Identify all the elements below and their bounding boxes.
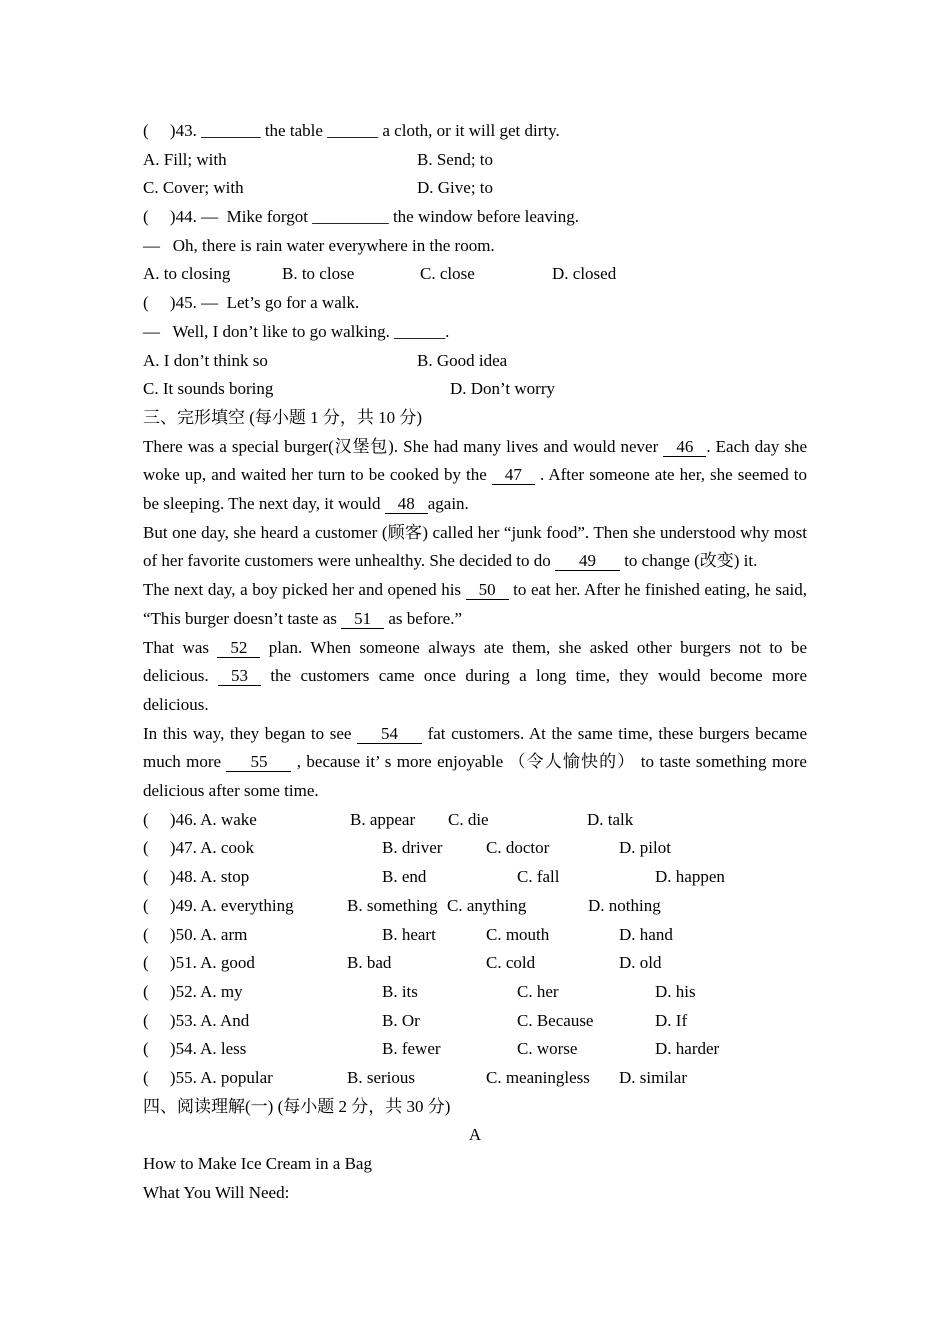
question-44-text: ( )44. — Mike forgot _________ the window before leaving. bbox=[143, 207, 579, 227]
question-45-text: ( )45. — Let’s go for a walk. bbox=[143, 293, 360, 313]
cloze-52-option-b: B. its bbox=[382, 981, 418, 1001]
cloze-49-option-c: C. anything bbox=[447, 895, 527, 915]
cloze-question-51-row bbox=[143, 949, 807, 978]
cloze-47-option-b: B. driver bbox=[382, 838, 443, 858]
question-43-option-c: C. Cover; with bbox=[143, 178, 244, 198]
question-44-option-a: A. to closing bbox=[143, 264, 231, 284]
cloze-question-49-row bbox=[143, 892, 807, 921]
cloze-55-option-b: B. serious bbox=[347, 1067, 415, 1087]
cloze-52-label-option-a: ( )52. A. my bbox=[143, 981, 243, 1001]
cloze-53-label-option-a: ( )53. A. And bbox=[143, 1010, 250, 1030]
cloze-49-label-option-a: ( )49. A. everything bbox=[143, 895, 294, 915]
question-45-options-row-2 bbox=[143, 375, 807, 404]
cloze-50-label-option-a: ( )50. A. arm bbox=[143, 924, 248, 944]
reading-passage-label: A bbox=[468, 1125, 482, 1145]
question-45-option-a: A. I don’t think so bbox=[143, 350, 268, 370]
question-43-option-a: A. Fill; with bbox=[143, 149, 227, 169]
cloze-blank-49: 49 bbox=[555, 551, 620, 571]
cloze-paragraph-3: The next day, a boy picked her and opened his 50 to eat her. After he finished eating, he said, “This burger doesn’t taste as 51 as before.” bbox=[143, 580, 807, 628]
cloze-51-option-c: C. cold bbox=[486, 953, 536, 973]
cloze-46-label-option-a: ( )46. A. wake bbox=[143, 809, 257, 829]
cloze-51-label-option-a: ( )51. A. good bbox=[143, 953, 255, 973]
cloze-blank-55: 55 bbox=[226, 752, 291, 772]
cloze-question-46-row bbox=[143, 806, 807, 835]
page-content bbox=[143, 117, 807, 1207]
cloze-question-47-row bbox=[143, 834, 807, 863]
cloze-blank-52: 52 bbox=[217, 638, 260, 658]
cloze-paragraph-1: There was a special burger(汉堡包). She had many lives and would never 46 . Each day she woke up, and waited her turn to be cooked by the 47 . After someone ate her, she seemed to be sleeping. The next day, it would 48 again. bbox=[143, 436, 808, 514]
cloze-blank-50: 50 bbox=[466, 580, 509, 600]
cloze-48-option-d: D. happen bbox=[655, 867, 725, 887]
cloze-49-option-b: B. something bbox=[347, 895, 438, 915]
cloze-paragraph-5: In this way, they began to see 54 fat customers. At the same time, these burgers became much more 55 , because it’ s more enjoyable （令人愉快的） to taste something more delicious after some time. bbox=[143, 723, 807, 801]
question-43-option-b: B. Send; to bbox=[417, 149, 494, 169]
question-43-options-row-1 bbox=[143, 146, 807, 175]
cloze-48-option-c: C. fall bbox=[517, 867, 560, 887]
question-44-option-c: C. close bbox=[420, 264, 475, 284]
cloze-54-option-d: D. harder bbox=[655, 1039, 720, 1059]
cloze-blank-54: 54 bbox=[357, 724, 422, 744]
question-43-options-row-2 bbox=[143, 174, 807, 203]
question-43-option-d: D. Give; to bbox=[417, 178, 494, 198]
cloze-50-option-d: D. hand bbox=[619, 924, 673, 944]
cloze-54-option-c: C. worse bbox=[517, 1039, 578, 1059]
cloze-49-option-d: D. nothing bbox=[588, 895, 661, 915]
question-44-options-row bbox=[143, 260, 807, 289]
cloze-blank-48: 48 bbox=[385, 494, 428, 514]
question-45-reply: — Well, I don’t like to go walking. ______. bbox=[143, 321, 450, 341]
cloze-46-option-b: B. appear bbox=[350, 809, 416, 829]
cloze-blank-53: 53 bbox=[218, 666, 261, 686]
cloze-question-48-row bbox=[143, 863, 807, 892]
question-45-options-row-1 bbox=[143, 347, 807, 376]
cloze-46-option-c: C. die bbox=[448, 809, 489, 829]
cloze-question-53-row bbox=[143, 1007, 807, 1036]
cloze-47-label-option-a: ( )47. A. cook bbox=[143, 838, 254, 858]
cloze-question-52-row bbox=[143, 978, 807, 1007]
cloze-paragraph-4: That was 52 plan. When someone always ate them, she asked other burgers not to be delicious. 53 the customers came once during a long time, they would become more delicious. bbox=[143, 637, 807, 714]
cloze-question-54-row bbox=[143, 1035, 807, 1064]
cloze-52-option-c: C. her bbox=[517, 981, 559, 1001]
reading-passage-title: How to Make Ice Cream in a Bag bbox=[143, 1154, 372, 1174]
cloze-48-label-option-a: ( )48. A. stop bbox=[143, 867, 250, 887]
question-43-text: ( )43. _______ the table ______ a cloth, or it will get dirty. bbox=[143, 121, 560, 140]
cloze-55-label-option-a: ( )55. A. popular bbox=[143, 1067, 273, 1087]
question-45-option-c: C. It sounds boring bbox=[143, 379, 274, 399]
cloze-blank-51: 51 bbox=[341, 609, 384, 629]
question-45-option-b: B. Good idea bbox=[417, 350, 508, 370]
cloze-blank-47: 47 bbox=[492, 465, 535, 485]
cloze-54-option-b: B. fewer bbox=[382, 1039, 441, 1059]
cloze-paragraph-2: But one day, she heard a customer (顾客) called her “junk food”. Then she understood why most of her favorite customers were unhealthy. She decided to do 49 to change (改变) it. bbox=[143, 522, 807, 571]
question-44-option-d: D. closed bbox=[552, 264, 617, 284]
cloze-section-heading: 三、完形填空 (每小题 1 分，共 10 分) bbox=[143, 407, 423, 427]
cloze-47-option-d: D. pilot bbox=[619, 838, 671, 858]
cloze-47-option-c: C. doctor bbox=[486, 838, 550, 858]
cloze-53-option-c: C. Because bbox=[517, 1010, 594, 1030]
cloze-51-option-b: B. bad bbox=[347, 953, 392, 973]
reading-section-heading: 四、阅读理解(一) (每小题 2 分，共 30 分) bbox=[143, 1096, 451, 1116]
cloze-48-option-b: B. end bbox=[382, 867, 427, 887]
cloze-51-option-d: D. old bbox=[619, 953, 662, 973]
question-45-option-d: D. Don’t worry bbox=[450, 379, 555, 399]
question-44-reply: — Oh, there is rain water everywhere in the room. bbox=[143, 235, 495, 255]
cloze-55-option-c: C. meaningless bbox=[486, 1067, 590, 1087]
cloze-53-option-b: B. Or bbox=[382, 1010, 420, 1030]
reading-passage-subtitle: What You Will Need: bbox=[143, 1182, 290, 1202]
cloze-52-option-d: D. his bbox=[655, 981, 696, 1001]
cloze-50-option-b: B. heart bbox=[382, 924, 436, 944]
cloze-blank-46: 46 bbox=[663, 437, 706, 457]
cloze-53-option-d: D. If bbox=[655, 1010, 688, 1030]
cloze-question-50-row bbox=[143, 921, 807, 950]
cloze-question-55-row bbox=[143, 1064, 807, 1093]
cloze-46-option-d: D. talk bbox=[587, 809, 634, 829]
question-44-option-b: B. to close bbox=[282, 264, 355, 284]
cloze-50-option-c: C. mouth bbox=[486, 924, 550, 944]
cloze-55-option-d: D. similar bbox=[619, 1067, 687, 1087]
cloze-54-label-option-a: ( )54. A. less bbox=[143, 1039, 247, 1059]
